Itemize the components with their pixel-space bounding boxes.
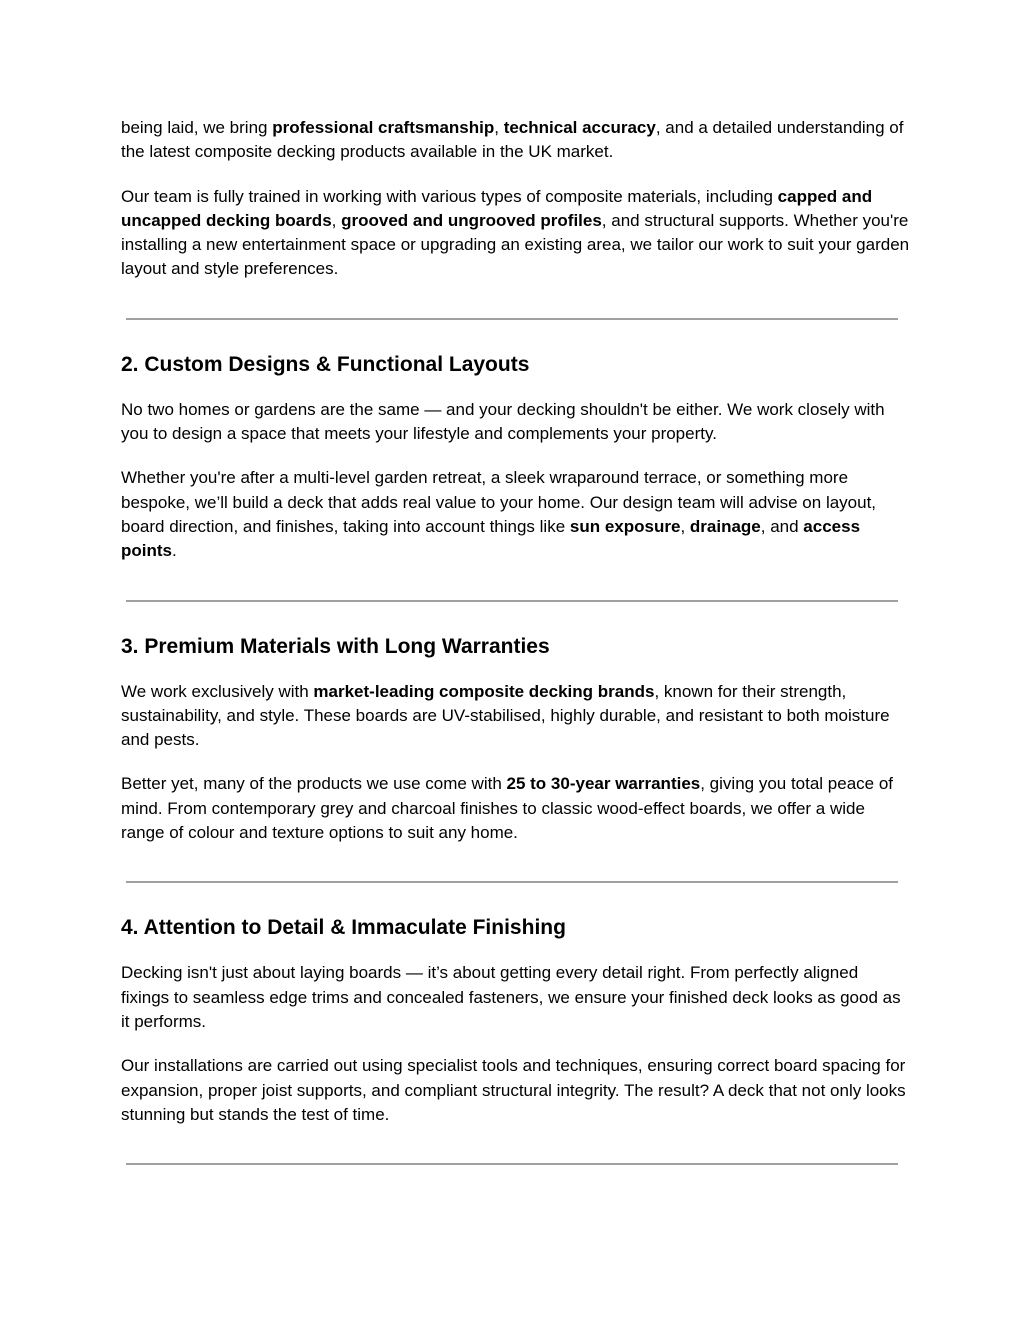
intro-section — [121, 116, 911, 282]
section-attention-to-detail — [121, 914, 911, 1127]
bold-text: sun exposure — [569, 516, 681, 536]
bold-text: technical accuracy — [503, 118, 656, 137]
bold-text: 25 to 30-year warranties — [506, 774, 701, 794]
bold-text: access points — [121, 516, 861, 561]
bold-text: capped and uncapped decking boards — [121, 186, 873, 230]
section-premium-materials — [121, 633, 911, 846]
section-heading: 4. Attention to Detail & Immaculate Finishing — [121, 916, 566, 940]
section-paragraph: Whether you're after a multi-level garden retreat, a sleek wraparound terrace, or something more bespoke, we’ll build a deck that adds real value to your home. Our design team will advise on layout, board direction, and finishes, taking into account things like sun exposure, drainage, and access points. — [121, 468, 877, 561]
section-custom-designs — [121, 351, 911, 564]
section-heading: 3. Premium Materials with Long Warranties — [121, 634, 550, 658]
bold-text: grooved and ungrooved profiles — [341, 210, 602, 230]
bold-text: drainage — [689, 516, 761, 536]
section-paragraph: No two homes or gardens are the same — and your decking shouldn't be either. We work closely with you to design a space that meets your lifestyle and complements your property. — [121, 399, 885, 444]
section-paragraph: Decking isn't just about laying boards — it’s about getting every detail right. From perfectly aligned fixings to seamless edge trims and concealed fasteners, we ensure your finished deck looks as good as it performs. — [121, 963, 901, 1031]
section-paragraph: Better yet, many of the products we use come with 25 to 30-year warranties, giving you total peace of mind. From contemporary grey and charcoal finishes to classic wood-effect boards, we offer a wide range of colour and texture options to suit any home. — [121, 774, 894, 843]
section-divider — [126, 1163, 898, 1165]
intro-paragraph-1: being laid, we bring professional craftsmanship, technical accuracy, and a detailed understanding of the latest composite decking products available in the UK market. — [121, 118, 904, 162]
section-heading: 2. Custom Designs & Functional Layouts — [121, 352, 530, 376]
section-paragraph: We work exclusively with market-leading composite decking brands, known for their strength, sustainability, and style. These boards are UV-stabilised, highly durable, and resistant to both moisture and pests. — [121, 681, 890, 750]
bold-text: market-leading composite decking brands — [313, 681, 655, 701]
section-divider — [126, 600, 898, 602]
section-paragraph: Our installations are carried out using specialist tools and techniques, ensuring correct board spacing for expansion, proper joist supports, and compliant structural integrity. The result? A deck that not only looks stunning but stands the test of time. — [121, 1056, 906, 1124]
section-divider — [126, 318, 898, 320]
bold-text: professional craftsmanship — [272, 118, 495, 137]
intro-paragraph-2: Our team is fully trained in working with various types of composite materials, including capped and uncapped decking boards, grooved and ungrooved profiles, and structural supports. Whether you're installing a new entertainment space or upgrading an existing area, we tailor our work to suit your garden layout and style preferences. — [121, 186, 910, 279]
document-page — [121, 116, 911, 1165]
section-divider — [126, 881, 898, 883]
